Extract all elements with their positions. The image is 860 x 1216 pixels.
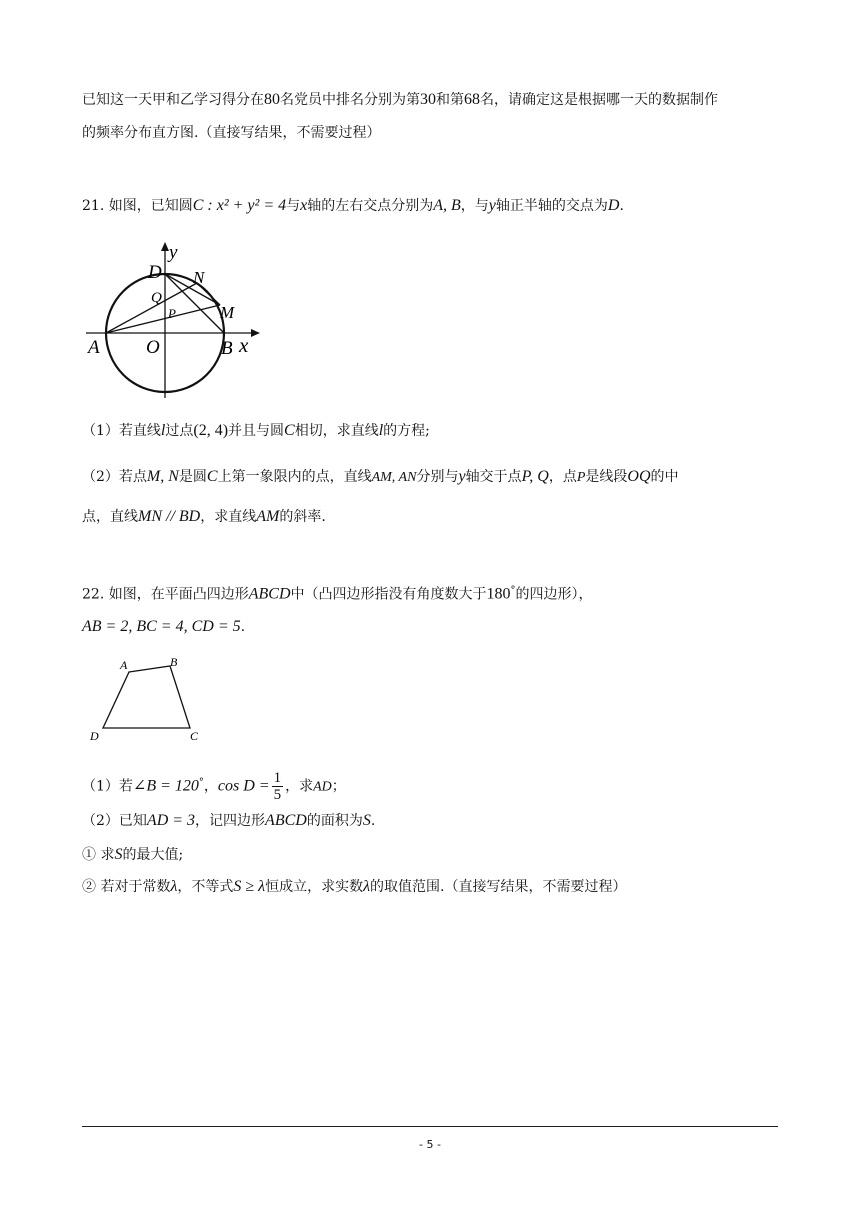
label-p: P bbox=[168, 306, 176, 321]
text: 是线段 bbox=[585, 469, 628, 485]
text: 轴的左右交点分别为 bbox=[307, 198, 434, 214]
q22-item-1 bbox=[82, 844, 183, 866]
text: 的斜率. bbox=[279, 509, 326, 525]
text: 的面积为 bbox=[306, 813, 363, 829]
math: AM bbox=[256, 508, 280, 525]
math: ABCD bbox=[248, 585, 291, 603]
math: AD = 3 bbox=[146, 812, 196, 829]
text: . bbox=[240, 619, 246, 635]
q21-part-1 bbox=[82, 420, 430, 442]
label-a: A bbox=[88, 337, 100, 358]
math: C bbox=[206, 468, 218, 485]
numerator: 1 bbox=[273, 770, 282, 787]
label-b: B bbox=[221, 338, 233, 359]
q22-given bbox=[82, 616, 245, 638]
intro-line-1 bbox=[82, 89, 718, 111]
math: l bbox=[160, 422, 166, 439]
text: 已知这一天甲和乙学习得分在 bbox=[82, 92, 264, 108]
q21-stem bbox=[82, 195, 624, 217]
math: P bbox=[576, 470, 586, 485]
math: S ≥ λ bbox=[233, 878, 266, 895]
q21-part-2-cont bbox=[82, 506, 326, 528]
text: ，求直线 bbox=[200, 509, 257, 525]
label-q: Q bbox=[151, 290, 162, 306]
text: （1）若 bbox=[82, 778, 133, 795]
math: D bbox=[607, 197, 620, 214]
text: . bbox=[619, 198, 624, 214]
arrow-x bbox=[251, 329, 260, 337]
text: ，不等式 bbox=[177, 879, 234, 895]
point: (2, 4) bbox=[193, 422, 229, 439]
label-c: C bbox=[190, 729, 199, 743]
footer-rule bbox=[82, 1126, 778, 1127]
math: AD bbox=[313, 779, 332, 795]
text: 与 bbox=[286, 198, 301, 214]
math: AM, AN bbox=[371, 470, 417, 485]
text: 过点 bbox=[165, 423, 194, 439]
math: ∠B = 120 bbox=[132, 777, 199, 795]
label-x: x bbox=[239, 333, 249, 357]
text: 轴正半轴的交点为 bbox=[495, 198, 608, 214]
text: 的取值范围.（直接写结果，不需要过程） bbox=[370, 879, 627, 895]
number: 80 bbox=[264, 91, 280, 108]
text: 恒成立，求实数 bbox=[265, 879, 364, 895]
math: y bbox=[458, 468, 466, 485]
math: λ bbox=[363, 878, 371, 895]
math: λ bbox=[170, 878, 178, 895]
text: 的最大值; bbox=[122, 847, 184, 863]
text: 21. 如图，已知圆 bbox=[82, 198, 193, 214]
math: MN // BD bbox=[138, 508, 201, 525]
arrow-y bbox=[161, 242, 169, 251]
text: 的中 bbox=[650, 469, 679, 485]
math: P, Q bbox=[521, 468, 549, 485]
math: l bbox=[378, 422, 384, 439]
text: 的四边形）， bbox=[515, 586, 593, 603]
text: 名，请确定这是根据哪一天的数据制作 bbox=[480, 92, 718, 108]
text: 22. 如图，在平面凸四边形 bbox=[82, 586, 249, 603]
text: （1）若直线 bbox=[82, 423, 161, 439]
text: 的方程; bbox=[383, 423, 430, 439]
text: 点，直线 bbox=[82, 509, 138, 525]
label-b: B bbox=[170, 655, 178, 669]
math: AB = 2, BC = 4, CD = 5 bbox=[82, 618, 241, 635]
label-a: A bbox=[120, 658, 128, 672]
q22-figure bbox=[86, 652, 212, 744]
circle-equation: C : x² + y² = 4 bbox=[192, 197, 287, 214]
text: ； bbox=[331, 778, 346, 795]
math: S bbox=[114, 846, 123, 863]
q21-part-2 bbox=[82, 466, 679, 489]
number: 30 bbox=[420, 91, 436, 108]
math: cos D = bbox=[217, 777, 270, 795]
number: 180 bbox=[486, 585, 511, 603]
label-d: D bbox=[90, 729, 99, 743]
text: ① 求 bbox=[82, 847, 115, 863]
text: ，求 bbox=[285, 778, 314, 795]
number: 68 bbox=[464, 91, 480, 108]
q22-stem: 22. 如图，在平面凸四边形ABCD中（凸四边形指没有角度数大于180°的四边形）， bbox=[82, 585, 593, 603]
text: ② 若对于常数 bbox=[82, 879, 171, 895]
math: OQ bbox=[627, 468, 651, 485]
intro-line-2: 的频率分布直方图.（直接写结果，不需要过程） bbox=[82, 125, 381, 141]
label-n: N bbox=[193, 268, 205, 287]
text: 并且与圆 bbox=[228, 423, 285, 439]
text: ，与 bbox=[460, 198, 489, 214]
text: 上第一象限内的点，直线 bbox=[217, 469, 372, 485]
text: ， bbox=[203, 778, 218, 795]
fraction bbox=[272, 770, 284, 803]
q22-item-2 bbox=[82, 876, 627, 898]
q22-part-2 bbox=[82, 810, 375, 832]
text: ，记四边形 bbox=[195, 813, 266, 829]
math: y bbox=[488, 197, 496, 214]
line-am bbox=[106, 305, 220, 333]
q21-figure bbox=[82, 240, 267, 405]
math: S bbox=[362, 812, 371, 829]
math: M, N bbox=[146, 468, 179, 485]
text: . bbox=[370, 813, 376, 829]
label-o: O bbox=[146, 337, 160, 358]
q22-part-1: （1）若∠B = 120°，cos D = $\frac{1}{5}$ ，求AD； bbox=[82, 770, 346, 804]
text: 中（凸四边形指没有角度数大于 bbox=[290, 586, 487, 603]
text: 分别与 bbox=[416, 469, 459, 485]
text: 轴交于点 bbox=[465, 469, 522, 485]
math: x bbox=[300, 197, 308, 214]
text: 和第 bbox=[436, 92, 464, 108]
quadrilateral-abcd bbox=[103, 666, 190, 728]
label-d: D bbox=[148, 262, 162, 283]
text: （2）若点 bbox=[82, 469, 147, 485]
math: C bbox=[284, 422, 295, 439]
math: A, B bbox=[433, 197, 461, 214]
text: 是圆 bbox=[178, 469, 207, 485]
math: ABCD bbox=[265, 812, 307, 829]
text: 相切，求直线 bbox=[294, 423, 379, 439]
denominator: 5 bbox=[273, 787, 282, 804]
label-m: M bbox=[220, 303, 235, 322]
label-y: y bbox=[169, 242, 178, 263]
page-number: - 5 - bbox=[419, 1138, 441, 1151]
text: 名党员中排名分别为第 bbox=[280, 92, 420, 108]
text: （2）已知 bbox=[82, 813, 147, 829]
text: ，点 bbox=[548, 469, 577, 485]
